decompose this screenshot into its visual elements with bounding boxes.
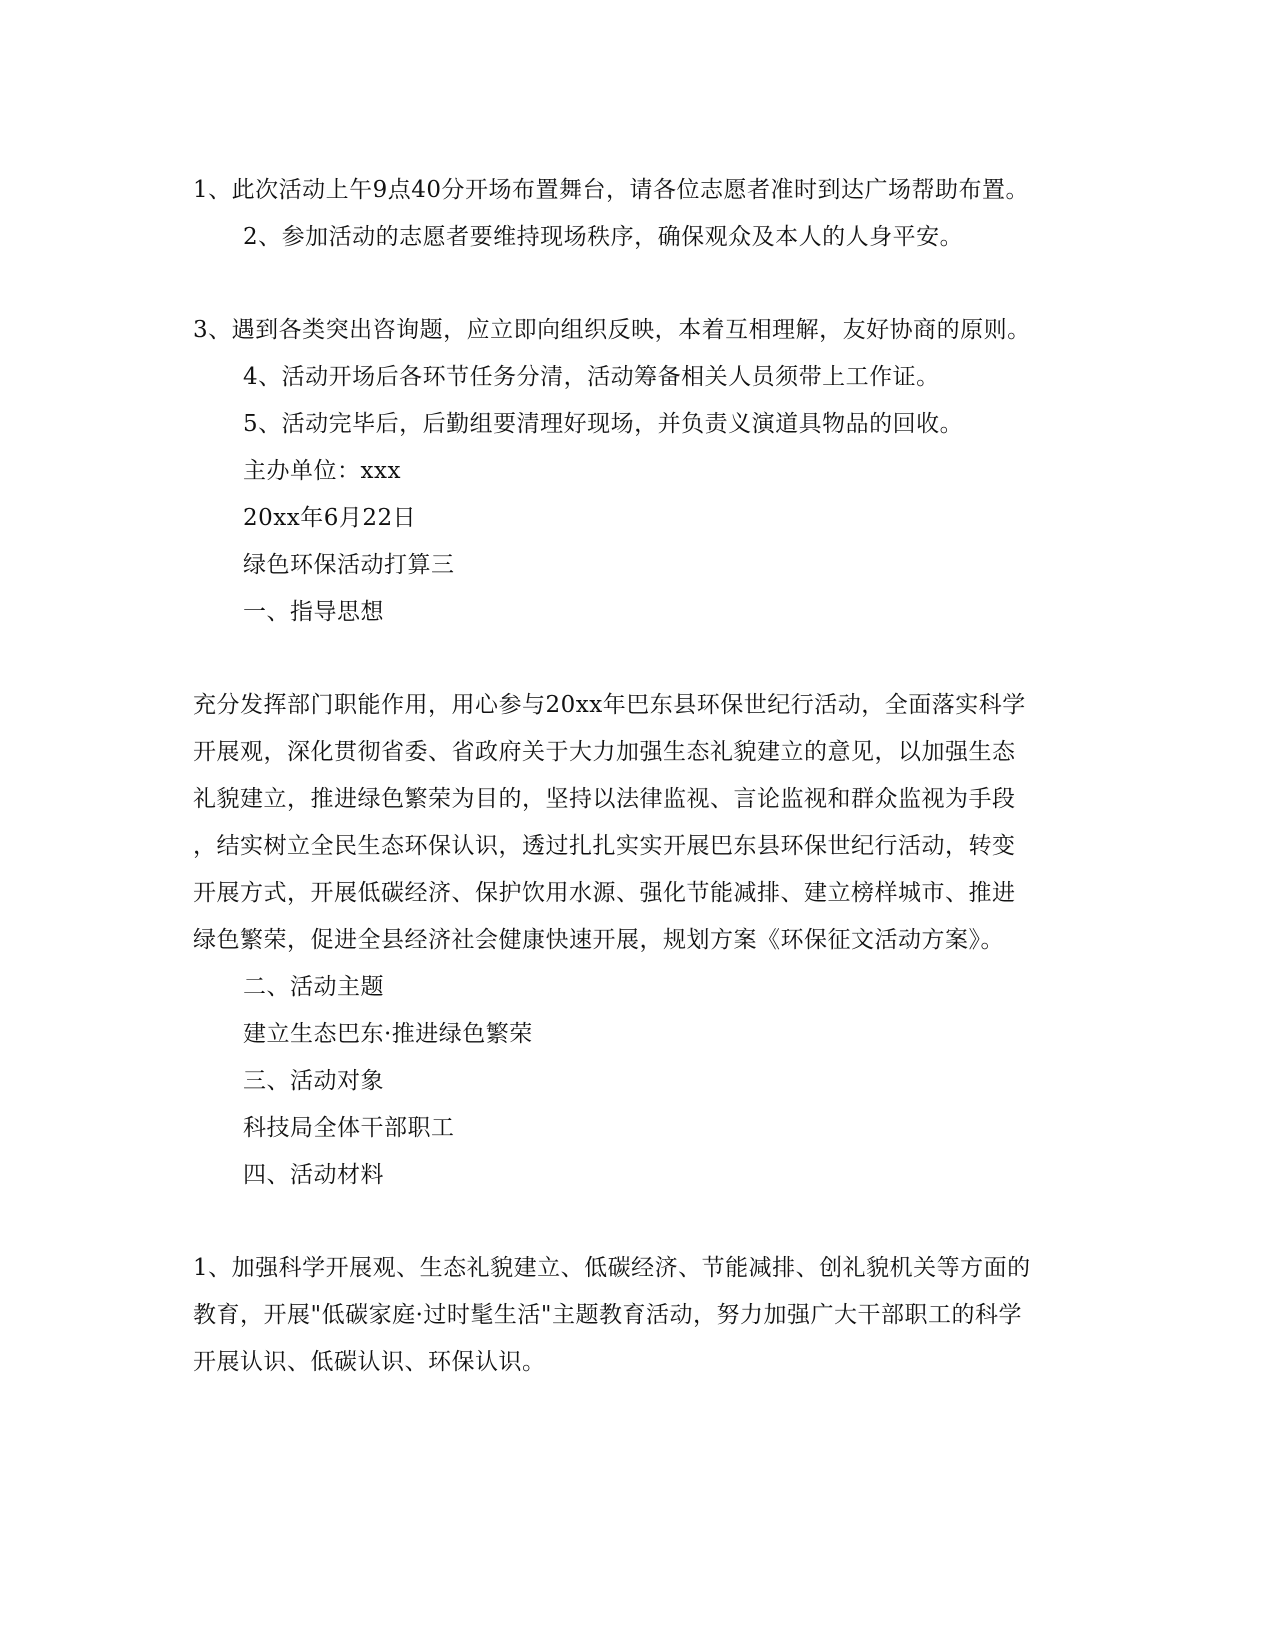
paragraph-line: 礼貌建立，推进绿色繁荣为目的，坚持以法律监视、言论监视和群众监视为手段 <box>193 786 1016 812</box>
paragraph-line: 1、加强科学开展观、生态礼貌建立、低碳经济、节能减排、创礼貌机关等方面的 <box>193 1255 1031 1281</box>
heading-guiding-ideology: 一、指导思想 <box>243 599 384 625</box>
paragraph-line: 教育，开展"低碳家庭·过时髦生活"主题教育活动，努力加强广大干部职工的科学 <box>193 1302 1022 1328</box>
section-title: 绿色环保活动打算三 <box>243 552 455 578</box>
paragraph-line: 开展认识、低碳认识、环保认识。 <box>193 1349 546 1375</box>
list-item-3: 3、遇到各类突出咨询题，应立即向组织反映，本着互相理解，友好协商的原则。 <box>193 317 1031 343</box>
list-item-5: 5、活动完毕后，后勤组要清理好现场，并负责义演道具物品的回收。 <box>243 411 964 437</box>
list-item-2: 2、参加活动的志愿者要维持现场秩序，确保观众及本人的人身平安。 <box>243 224 964 250</box>
paragraph-line: 开展方式，开展低碳经济、保护饮用水源、强化节能减排、建立榜样城市、推进 <box>193 880 1016 906</box>
paragraph-line: 开展观，深化贯彻省委、省政府关于大力加强生态礼貌建立的意见，以加强生态 <box>193 739 1016 765</box>
list-item-4: 4、活动开场后各环节任务分清，活动筹备相关人员须带上工作证。 <box>243 364 940 390</box>
list-item-1: 1、此次活动上午9点40分开场布置舞台，请各位志愿者准时到达广场帮助布置。 <box>193 177 1030 203</box>
activity-target-text: 科技局全体干部职工 <box>243 1115 455 1141</box>
paragraph-line: ，结实树立全民生态环保认识，透过扎扎实实开展巴东县环保世纪行活动，转变 <box>193 833 1016 859</box>
organizer-line: 主办单位：xxx <box>243 458 401 484</box>
paragraph-line: 充分发挥部门职能作用，用心参与20xx年巴东县环保世纪行活动，全面落实科学 <box>193 692 1026 718</box>
heading-activity-theme: 二、活动主题 <box>243 974 384 1000</box>
heading-activity-materials: 四、活动材料 <box>243 1162 384 1188</box>
heading-activity-target: 三、活动对象 <box>243 1068 384 1094</box>
paragraph-line: 绿色繁荣，促进全县经济社会健康快速开展，规划方案《环保征文活动方案》。 <box>193 927 1004 953</box>
date-line: 20xx年6月22日 <box>243 505 417 531</box>
activity-theme-text: 建立生态巴东·推进绿色繁荣 <box>243 1021 533 1047</box>
